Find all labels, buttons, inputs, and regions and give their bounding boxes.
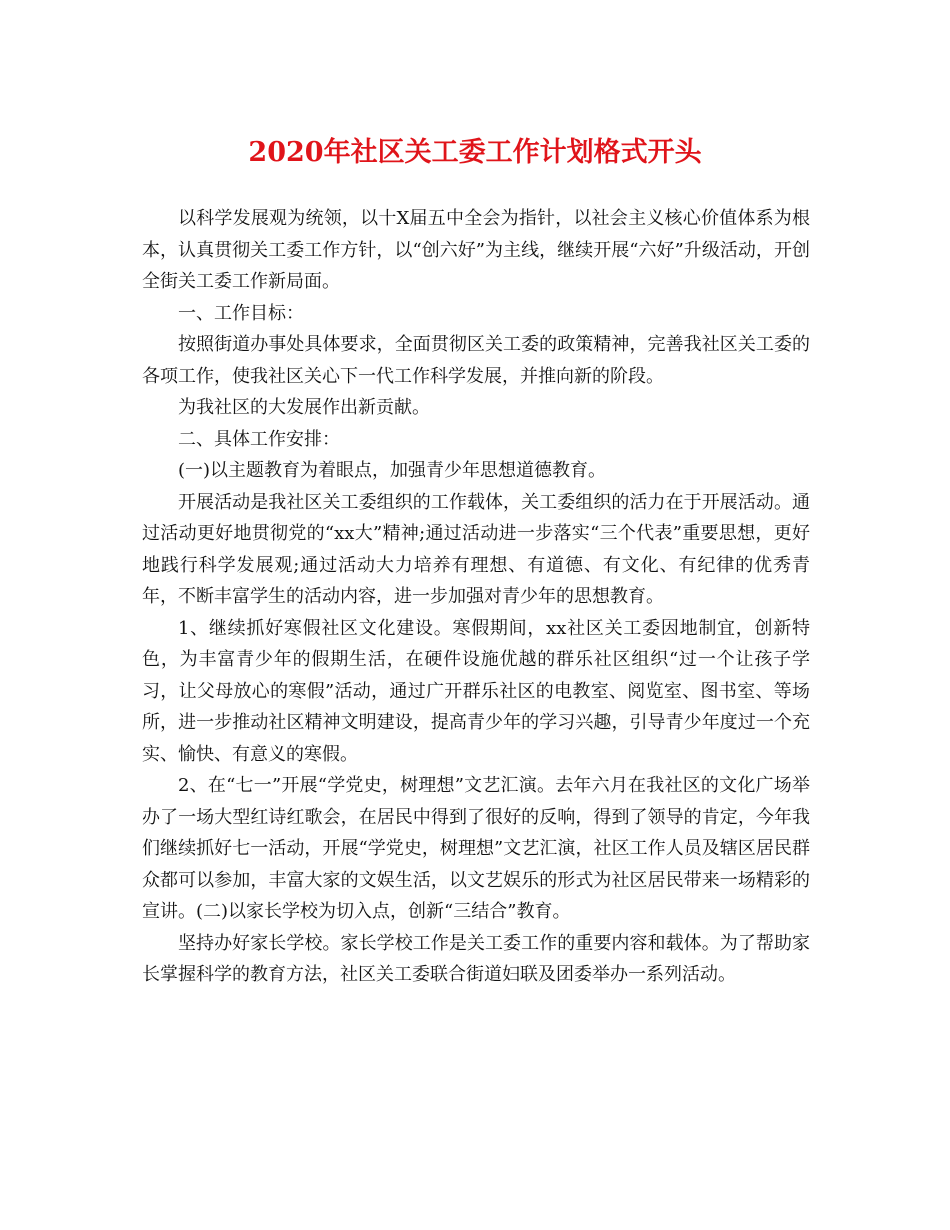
paragraph-goals: 按照街道办事处具体要求，全面贯彻区关工委的政策精神，完善我社区关工委的各项工作，使我社区关心下一代工作科学发展，并推向新的阶段。: [142, 334, 810, 387]
paragraph-intro: 以科学发展观为统领，以十X届五中全会为指针，以社会主义核心价值体系为根本，认真贯彻关工委工作方针，以“创六好”为主线，继续开展“六好”升级活动，开创全街关工委工作新局面。: [142, 208, 810, 292]
subheading-theme-education: (一)以主题教育为着眼点，加强青少年思想道德教育。: [178, 460, 607, 481]
heading-work-goals: 一、工作目标：: [178, 302, 304, 324]
paragraph-parent-school: 坚持办好家长学校。家长学校工作是关工委工作的重要内容和载体。为了帮助家长掌握科学的教育方法，社区关工委联合街道妇联及团委举办一系列活动。: [142, 932, 810, 985]
paragraph-activities: 开展活动是我社区关工委组织的工作载体，关工委组织的活力在于开展活动。通过活动更好地贯彻党的“xx大”精神;通过活动进一步落实“三个代表”重要思想，更好地践行科学发展观;通过活动大力培养有理想、有道德、有文化、有纪律的优秀青年，不断丰富学生的活动内容，进一步加强对青少年的思想教育。: [142, 491, 810, 607]
paragraph-contribution: 为我社区的大发展作出新贡献。: [178, 397, 430, 418]
paragraph-july-first: 2、在“七一”开展“学党史，树理想”文艺汇演。去年六月在我社区的文化广场举办了一场大型红诗红歌会，在居民中得到了很好的反响，得到了领导的肯定，今年我们继续抓好七一活动，开展“学党史，树理想”文艺汇演，社区工作人员及辖区居民群众都可以参加，丰富大家的文娱生活，以文艺娱乐的形式为社区居民带来一场精彩的宣讲。(二)以家长学校为切入点，创新“三结合”教育。: [142, 775, 810, 922]
document-title: 2020年社区关工委工作计划格式开头: [248, 137, 702, 168]
document-body: [142, 203, 810, 991]
heading-work-arrangement: 二、具体工作安排：: [178, 428, 340, 450]
paragraph-winter-vacation: 1、继续抓好寒假社区文化建设。寒假期间，xx社区关工委因地制宜，创新特色，为丰富青少年的假期生活，在硬件设施优越的群乐社区组织“过一个让孩子学习，让父母放心的寒假”活动，通过广开群乐社区的电教室、阅览室、图书室、等场所，进一步推动社区精神文明建设，提高青少年的学习兴趣，引导青少年度过一个充实、愉快、有意义的寒假。: [142, 617, 810, 765]
